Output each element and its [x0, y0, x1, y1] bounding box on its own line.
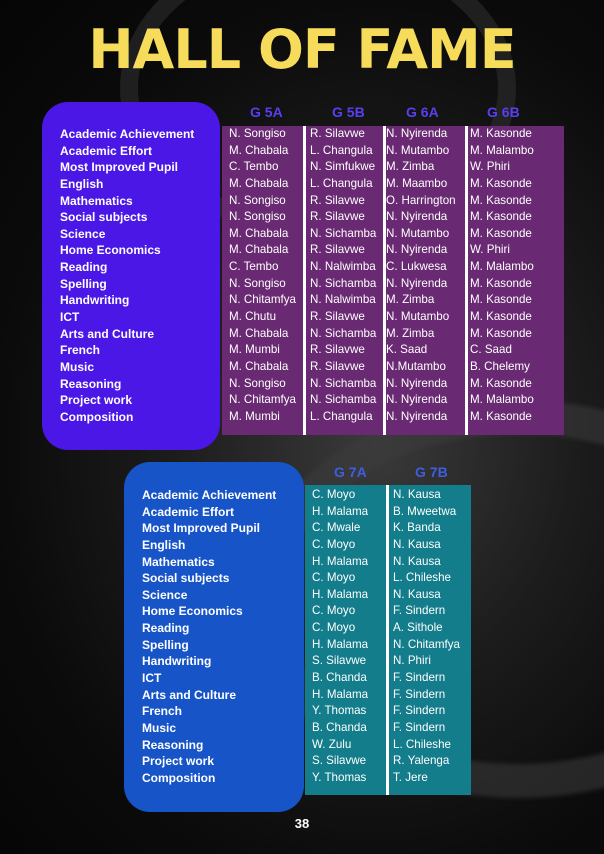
winner-name: N. Phiri: [393, 654, 432, 668]
winner-name: N. Simfukwe: [310, 160, 376, 174]
category-label: Academic Achievement: [60, 127, 195, 141]
winner-name: F. Sindern: [393, 671, 446, 685]
winner-name: N. Nyirenda: [386, 276, 448, 290]
winner-name: A. Sithole: [393, 621, 443, 635]
column-divider: [465, 126, 468, 435]
winner-name: F. Sindern: [393, 720, 446, 734]
category-label: Most Improved Pupil: [60, 160, 179, 175]
winner-name: N. Nyirenda: [386, 393, 448, 407]
page-title: HALL OF FAME: [88, 18, 516, 81]
category-label: English: [60, 176, 104, 191]
column-divider: [303, 126, 306, 435]
winner-name: N. Songiso: [229, 127, 286, 140]
category-label: French: [142, 704, 183, 719]
winner-name: M. Kasonde: [470, 409, 532, 423]
winner-name: M. Kasonde: [470, 176, 532, 190]
winner-name: C. Saad: [470, 343, 512, 357]
winner-name: M. Zimba: [386, 293, 435, 307]
winner-name: H. Malama: [312, 637, 369, 651]
winner-name: H. Malama: [312, 554, 369, 568]
winners-column-g7a: [312, 487, 368, 787]
category-label: Academic Achievement: [142, 488, 277, 502]
winner-name: C. Mwale: [312, 521, 361, 535]
winner-name: B. Chanda: [312, 720, 367, 734]
winner-name: N. Sichamba: [310, 326, 377, 340]
winner-name: O. Harrington: [386, 193, 456, 207]
winner-name: W. Zulu: [312, 737, 352, 751]
winner-name: M. Kasonde: [470, 210, 532, 224]
winner-name: M. Malambo: [470, 260, 534, 274]
winner-name: R. Silavwe: [310, 193, 365, 207]
winner-name: M. Zimba: [386, 160, 435, 174]
category-label: Project work: [142, 754, 215, 769]
winner-name: N. Mutambo: [386, 143, 450, 157]
category-label: Handwriting: [60, 293, 130, 308]
column-header-g5b: G 5B: [332, 104, 365, 120]
category-label: Reading: [142, 621, 190, 636]
winner-name: N. Chitamfya: [393, 637, 461, 651]
winner-name: H. Malama: [312, 587, 369, 601]
winner-name: M. Chabala: [229, 176, 289, 190]
column-header-g5a: G 5A: [250, 104, 283, 120]
winner-name: M. Mumbi: [229, 409, 280, 423]
winner-name: T. Jere: [393, 770, 428, 784]
winner-name: S. Silavwe: [312, 654, 367, 668]
column-header-g7b: G 7B: [415, 464, 448, 480]
column-header-g7a: G 7A: [334, 464, 367, 480]
winner-name: N. Songiso: [229, 376, 286, 390]
category-label: Academic Effort: [142, 504, 235, 519]
category-label: French: [60, 343, 101, 358]
category-label: English: [142, 537, 186, 552]
winner-name: F. Sindern: [393, 604, 446, 618]
winner-name: C. Moyo: [312, 571, 356, 585]
winner-name: N. Mutambo: [386, 226, 450, 240]
winner-name: N. Songiso: [229, 210, 286, 224]
category-label: Arts and Culture: [60, 326, 155, 341]
winner-name: M. Kasonde: [470, 226, 532, 240]
winner-name: B. Mweetwa: [393, 504, 457, 518]
winner-name: L. Chileshe: [393, 737, 452, 751]
category-label: Academic Effort: [60, 143, 153, 158]
winner-name: R. Yalenga: [393, 754, 450, 768]
winners-column-g5b: [310, 126, 376, 426]
winner-name: L. Changula: [310, 409, 373, 423]
winner-name: N. Sichamba: [310, 276, 377, 290]
winner-name: N. Kausa: [393, 488, 441, 501]
winner-name: R. Silavwe: [310, 359, 365, 373]
winner-name: M. Zimba: [386, 326, 435, 340]
winner-name: C. Moyo: [312, 488, 356, 501]
winner-name: N. Nalwimba: [310, 293, 376, 307]
winner-name: B. Chelemy: [470, 359, 530, 373]
winners-column-g6a: [386, 126, 456, 426]
category-label: Social subjects: [142, 571, 230, 586]
winner-name: W. Phiri: [470, 243, 510, 257]
category-label: Mathematics: [142, 554, 215, 569]
winner-name: L. Changula: [310, 176, 373, 190]
winner-name: N. Sichamba: [310, 226, 377, 240]
winners-column-g6b: [470, 126, 534, 426]
winner-name: L. Changula: [310, 143, 373, 157]
winner-name: C. Lukwesa: [386, 260, 447, 274]
category-label: Composition: [142, 770, 216, 785]
winner-name: N. Nyirenda: [386, 376, 448, 390]
winner-name: W. Phiri: [470, 160, 510, 174]
winner-name: M. Kasonde: [470, 193, 532, 207]
winner-name: R. Silavwe: [310, 210, 365, 224]
winner-name: M. Chabala: [229, 226, 289, 240]
winner-name: M. Kasonde: [470, 376, 532, 390]
winner-name: N. Songiso: [229, 193, 286, 207]
winner-name: M. Chutu: [229, 310, 277, 324]
winner-name: M. Chabala: [229, 143, 289, 157]
category-list-upper: [60, 126, 194, 426]
winner-name: Y. Thomas: [312, 770, 367, 784]
winner-name: K. Banda: [393, 521, 441, 535]
winner-name: M. Kasonde: [470, 127, 532, 140]
winner-name: M. Malambo: [470, 393, 534, 407]
column-header-g6b: G 6B: [487, 104, 520, 120]
winner-name: M. Chabala: [229, 326, 289, 340]
winner-name: N. Mutambo: [386, 310, 450, 324]
winner-name: N. Kausa: [393, 537, 441, 551]
category-label: ICT: [60, 310, 80, 325]
winner-name: M. Kasonde: [470, 276, 532, 290]
winner-name: C. Tembo: [229, 160, 279, 174]
category-label: Spelling: [142, 637, 189, 652]
category-label: Science: [142, 587, 188, 602]
winner-name: C. Moyo: [312, 604, 356, 618]
winner-name: N. Nalwimba: [310, 260, 376, 274]
winner-name: H. Malama: [312, 504, 369, 518]
category-label: Home Economics: [142, 604, 243, 619]
winner-name: N. Nyirenda: [386, 409, 448, 423]
category-label: Arts and Culture: [142, 687, 237, 702]
category-label: Spelling: [60, 276, 107, 291]
category-list-lower: [142, 487, 276, 787]
winner-name: N. Sichamba: [310, 393, 377, 407]
winner-name: M. Malambo: [470, 143, 534, 157]
category-label: Science: [60, 226, 106, 241]
category-label: Mathematics: [60, 193, 133, 208]
winner-name: M. Maambo: [386, 176, 448, 190]
winner-name: K. Saad: [386, 343, 428, 357]
winner-name: M. Mumbi: [229, 343, 280, 357]
winner-name: M. Chabala: [229, 359, 289, 373]
page-number: 38: [294, 816, 310, 831]
winner-name: M. Kasonde: [470, 326, 532, 340]
winner-name: F. Sindern: [393, 704, 446, 718]
category-label: Music: [60, 359, 95, 374]
winner-name: C. Moyo: [312, 537, 356, 551]
column-header-g6a: G 6A: [406, 104, 439, 120]
winner-name: N. Chitamfya: [229, 393, 297, 407]
winners-column-g7b: [393, 487, 460, 787]
category-label: Most Improved Pupil: [142, 521, 261, 536]
winner-name: N. Nyirenda: [386, 127, 448, 140]
winner-name: R. Silavwe: [310, 243, 365, 257]
winner-name: M. Chabala: [229, 243, 289, 257]
winner-name: N.Mutambo: [386, 359, 446, 373]
category-label: ICT: [142, 671, 162, 686]
winner-name: N. Chitamfya: [229, 293, 297, 307]
category-label: Social subjects: [60, 210, 148, 225]
category-label: Project work: [60, 393, 133, 408]
winner-name: S. Silavwe: [312, 754, 367, 768]
winner-name: N. Kausa: [393, 587, 441, 601]
category-label: Handwriting: [142, 654, 212, 669]
winner-name: N. Nyirenda: [386, 210, 448, 224]
category-label: Reasoning: [60, 376, 122, 391]
winner-name: H. Malama: [312, 687, 369, 701]
column-divider: [386, 485, 389, 795]
winner-name: R. Silavwe: [310, 343, 365, 357]
winner-name: L. Chileshe: [393, 571, 452, 585]
category-label: Music: [142, 720, 177, 735]
winner-name: N. Kausa: [393, 554, 441, 568]
category-label: Reasoning: [142, 737, 204, 752]
category-label: Reading: [60, 260, 108, 275]
winner-name: M. Kasonde: [470, 310, 532, 324]
winner-name: N. Nyirenda: [386, 243, 448, 257]
winner-name: R. Silavwe: [310, 310, 365, 324]
winner-name: C. Tembo: [229, 260, 279, 274]
winners-column-g5a: [229, 126, 296, 426]
winner-name: M. Kasonde: [470, 293, 532, 307]
winner-name: B. Chanda: [312, 671, 367, 685]
winner-name: F. Sindern: [393, 687, 446, 701]
winner-name: Y. Thomas: [312, 704, 367, 718]
winner-name: N. Sichamba: [310, 376, 377, 390]
winner-name: N. Songiso: [229, 276, 286, 290]
winner-name: C. Moyo: [312, 621, 356, 635]
category-label: Home Economics: [60, 243, 161, 258]
category-label: Composition: [60, 409, 134, 424]
winner-name: R. Silavwe: [310, 127, 365, 140]
